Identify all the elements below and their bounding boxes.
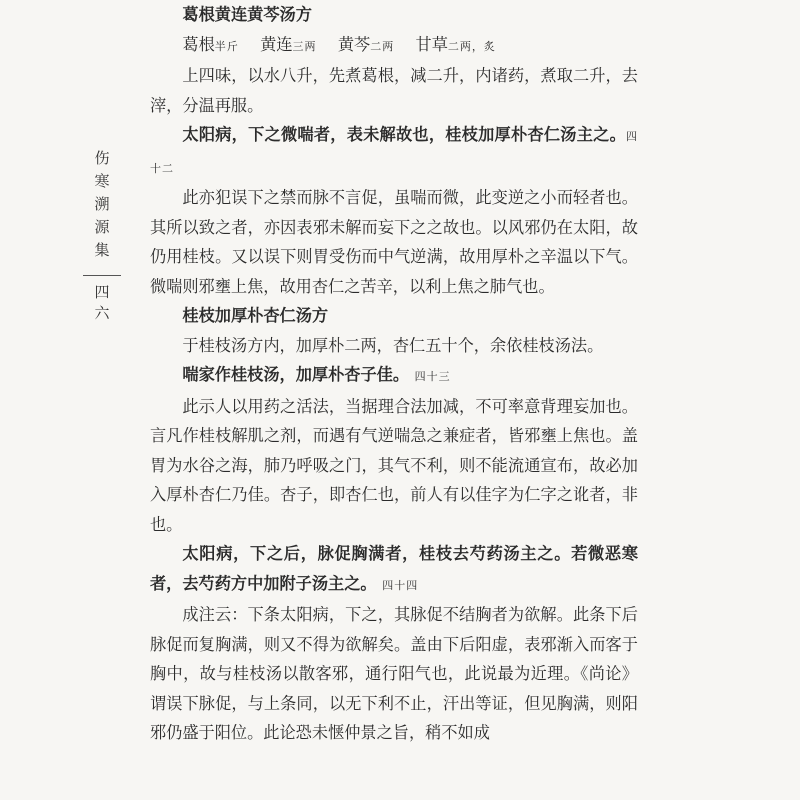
clause-body: 太阳病，下之后，脉促胸满者，桂枝去芍药汤主之。若微恶寒者，去芍药方中加附子汤主之。 bbox=[150, 544, 638, 593]
paragraph: 此亦犯误下之禁而脉不言促，虽喘而微，此变逆之小而轻者也。其所以致之者，亦因表邪未解而妄下之之故也。以风邪仍在太阳，故仍用桂枝。又以误下则胃受伤而中气逆满，故用厚朴之辛温以下气。微喘则邪壅上焦，故用杏仁之苦辛，以利上焦之肺气也。 bbox=[150, 188, 638, 296]
book-title: 伤寒溯源集 bbox=[92, 150, 111, 265]
clause-body: 太阳病，下之微喘者，表未解故也，桂枝加厚朴杏仁汤主之。 bbox=[182, 125, 626, 144]
clause-number: 四十四 bbox=[382, 578, 419, 592]
formula-heading: 桂枝加厚朴杏仁汤方 bbox=[182, 306, 329, 325]
paragraph: 于桂枝汤方内，加厚朴二两，杏仁五十个，余依桂枝汤法。 bbox=[182, 335, 604, 355]
clause-number: 四十三 bbox=[414, 370, 451, 383]
ingredient-dose: 半斤 bbox=[214, 39, 239, 53]
ingredient-dose: 二两 bbox=[370, 39, 395, 53]
page-sidebar bbox=[80, 150, 124, 326]
clause-number: 四十二 bbox=[150, 130, 638, 175]
ingredient-name: 黄连 bbox=[260, 34, 293, 54]
clause-body: 喘家作桂枝汤，加厚朴杏子佳。 bbox=[182, 365, 410, 384]
paragraph: 成注云：下条太阳病，下之，其脉促不结胸者为欲解。此条下后脉促而复胸满，则又不得为欲解矣。盖由下后阳虚，表邪渐入而客于胸中，故与桂枝汤以散客邪，通行阳气也，此说最为近理。《尚论》谓误下脉促，与上条同，以无下利不止，汗出等证，但见胸满，则阳邪仍盛于阳位。此论恐未惬仲景之旨，稍不如成 bbox=[150, 605, 638, 742]
clause-text bbox=[150, 360, 638, 392]
ingredient-dose: 三两 bbox=[292, 39, 317, 53]
ingredient-name: 黄芩 bbox=[337, 34, 371, 54]
page-body bbox=[150, 0, 638, 748]
ingredient-dose: 二两，炙 bbox=[447, 39, 496, 53]
ingredient-list bbox=[150, 30, 638, 62]
page-number: 四六 bbox=[92, 284, 111, 326]
sidebar-divider bbox=[83, 275, 121, 276]
formula-heading: 葛根黄连黄芩汤方 bbox=[182, 5, 312, 24]
clause-text bbox=[150, 539, 638, 600]
paragraph: 此示人以用药之活法，当据理合法加减，不可率意背理妄加也。言凡作桂枝解肌之剂，而遇有气逆喘急之兼症者，皆邪壅上焦也。盖胃为水谷之海，肺乃呼吸之门，其气不利，则不能流通宣布，故必加入厚朴杏仁乃佳。杏子，即杏仁也，前人有以佳字为仁字之讹者，非也。 bbox=[150, 396, 638, 534]
clause-text bbox=[150, 120, 638, 183]
paragraph: 上四味，以水八升，先煮葛根，减二升，内诸药，煮取二升，去滓，分温再服。 bbox=[150, 66, 638, 115]
ingredient-name: 甘草 bbox=[415, 34, 448, 54]
ingredient-name: 葛根 bbox=[182, 34, 215, 54]
